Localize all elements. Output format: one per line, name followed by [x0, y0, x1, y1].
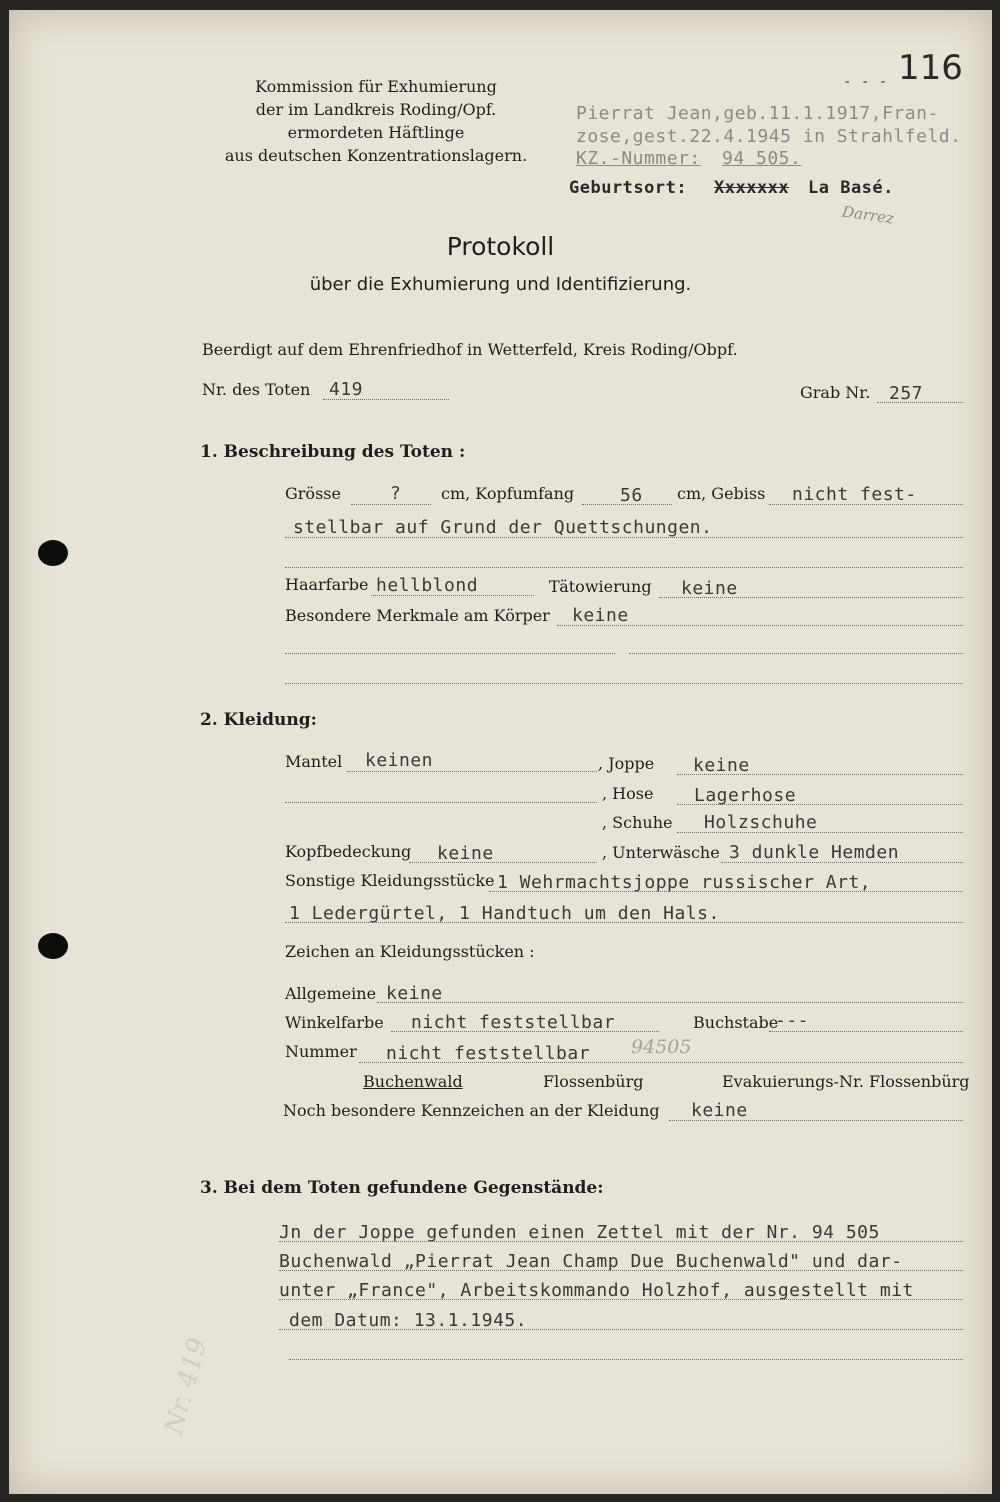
found-items-rule-4	[279, 1329, 963, 1330]
trousers-label: , Hose	[602, 784, 654, 803]
grave-value: 257	[889, 383, 924, 404]
page-number-dashes: - - -	[843, 74, 888, 90]
punch-hole-top	[38, 540, 68, 566]
section-2-heading: 2. Kleidung:	[200, 710, 317, 730]
section-3-heading: 3. Bei dem Toten gefundene Gegenstände:	[200, 1178, 604, 1198]
found-items-line-1: Jn der Joppe gefunden einen Zettel mit der Nr. 94 505	[279, 1222, 880, 1243]
marks-label: Besondere Merkmale am Körper	[285, 606, 550, 625]
typed-name-line: Pierrat Jean,geb.11.1.1917,Fran-	[576, 103, 939, 124]
birthplace-label: Geburtsort:	[569, 178, 688, 198]
angle-color-label: Winkelfarbe	[285, 1013, 384, 1032]
document-subtitle: über die Exhumierung und Identifizierung.	[309, 274, 692, 295]
headwear-value: keine	[437, 843, 494, 864]
other-clothing-value: 1 Wehrmachtsjoppe russischer Art,	[497, 872, 872, 893]
underwear-label: , Unterwäsche	[602, 843, 720, 862]
grave-label: Grab Nr.	[800, 383, 871, 402]
blank-line-2a	[285, 653, 615, 654]
grave-line	[877, 402, 963, 403]
evacuation-number-label: Evakuierungs-Nr. Flossenbürg	[722, 1072, 970, 1091]
handwritten-birthplace-note: Darrez	[841, 202, 896, 228]
letter-line	[769, 1031, 963, 1032]
found-items-line-4: dem Datum: 13.1.1945.	[289, 1310, 528, 1331]
other-clothing-value-continued: 1 Ledergürtel, 1 Handtuch um den Hals.	[289, 903, 720, 924]
angle-color-line	[391, 1031, 659, 1032]
other-marks-value: keine	[691, 1100, 748, 1121]
trousers-line	[677, 804, 963, 805]
shoes-label: , Schuhe	[602, 813, 673, 832]
typed-death-line: zose,gest.22.4.1945 in Strahlfeld.	[576, 126, 962, 147]
tattoo-line	[659, 597, 963, 598]
section-1-heading: 1. Beschreibung des Toten :	[200, 442, 466, 462]
found-items-rule-5	[289, 1359, 963, 1360]
headwear-label: Kopfbedeckung	[285, 842, 412, 861]
other-marks-label: Noch besondere Kennzeichen an der Kleidung	[283, 1101, 660, 1120]
blank-line-1	[285, 567, 963, 568]
jacket-label: , Joppe	[598, 754, 655, 773]
jacket-line	[677, 774, 963, 775]
jacket-value: keine	[693, 755, 750, 776]
blank-clothing-line	[285, 802, 597, 803]
number-line	[359, 1062, 963, 1063]
head-circ-label: cm, Kopfumfang	[441, 484, 575, 503]
commission-line-3: ermordeten Häftlinge	[287, 123, 465, 142]
found-items-rule-1	[279, 1241, 963, 1242]
coat-line	[347, 771, 597, 772]
punch-hole-bottom	[38, 933, 68, 959]
other-clothing-line-2	[285, 922, 963, 923]
teeth-line-2	[285, 537, 963, 538]
hair-value: hellblond	[376, 575, 479, 596]
found-items-line-2: Buchenwald „Pierrat Jean Champ Due Buchenwald" und dar-	[279, 1251, 903, 1272]
marks-line	[557, 625, 963, 626]
margin-note: Nr. 419	[159, 1334, 214, 1438]
document-title: Protokoll	[446, 232, 555, 261]
letter-label: Buchstabe	[693, 1013, 779, 1032]
burial-line: Beerdigt auf dem Ehrenfriedhof in Wetterfeld, Kreis Roding/Obpf.	[202, 340, 738, 359]
size-label: Grösse	[285, 484, 341, 503]
teeth-line	[769, 504, 963, 505]
tattoo-value: keine	[681, 578, 738, 599]
general-line	[377, 1002, 963, 1003]
other-marks-line	[669, 1120, 963, 1121]
found-items-rule-2	[279, 1270, 963, 1271]
size-value: ?	[390, 483, 402, 504]
kz-number-label: KZ.-Nummer:	[576, 148, 701, 169]
document-page	[9, 10, 992, 1494]
dead-number-value: 419	[329, 379, 364, 400]
signs-label: Zeichen an Kleidungsstücken :	[285, 942, 535, 961]
dead-number-line	[323, 399, 449, 400]
size-line	[351, 504, 431, 505]
general-value: keine	[386, 983, 443, 1004]
letter-value: ---	[775, 1010, 810, 1031]
dead-number-label: Nr. des Toten	[202, 380, 311, 399]
commission-line-4: aus deutschen Konzentrationslagern.	[224, 146, 528, 165]
headwear-line	[409, 862, 597, 863]
other-clothing-line	[489, 891, 963, 892]
tattoo-label: Tätowierung	[549, 577, 652, 596]
shoes-value: Holzschuhe	[704, 812, 818, 833]
number-value: nicht feststellbar	[386, 1043, 591, 1064]
other-clothing-label: Sonstige Kleidungsstücke	[285, 871, 495, 890]
marks-value: keine	[572, 605, 629, 626]
head-circ-value: 56	[620, 485, 643, 506]
found-items-rule-3	[279, 1299, 963, 1300]
blank-line-2b	[629, 653, 963, 654]
found-items-line-3: unter „France", Arbeitskommando Holzhof, ausgestellt mit	[279, 1280, 914, 1301]
underwear-line	[721, 862, 963, 863]
page-number: 116	[898, 48, 963, 88]
general-label: Allgemeine	[285, 984, 377, 1003]
birthplace-value: La Basé.	[808, 178, 894, 198]
birthplace-struck: Xxxxxxx	[714, 178, 790, 198]
trousers-value: Lagerhose	[694, 785, 797, 806]
camp-buchenwald: Buchenwald	[363, 1072, 463, 1091]
hair-line	[371, 595, 534, 596]
blank-line-3	[285, 683, 963, 684]
commission-line-1: Kommission für Exhumierung	[255, 77, 497, 96]
coat-value: keinen	[365, 750, 434, 771]
angle-color-value: nicht feststellbar	[411, 1012, 616, 1033]
teeth-value-continued: stellbar auf Grund der Quettschungen.	[293, 517, 713, 538]
teeth-value: nicht fest-	[792, 484, 917, 505]
hair-label: Haarfarbe	[285, 575, 369, 594]
coat-label: Mantel	[285, 752, 343, 771]
camp-flossenburg: Flossenbürg	[543, 1072, 644, 1091]
shoes-line	[677, 832, 963, 833]
number-handwritten: 94505	[631, 1036, 692, 1058]
underwear-value: 3 dunkle Hemden	[729, 842, 900, 863]
number-label: Nummer	[285, 1042, 357, 1061]
commission-line-2: der im Landkreis Roding/Opf.	[255, 100, 497, 119]
kz-number-value: 94 505.	[722, 148, 802, 169]
teeth-label: cm, Gebiss	[677, 484, 766, 503]
